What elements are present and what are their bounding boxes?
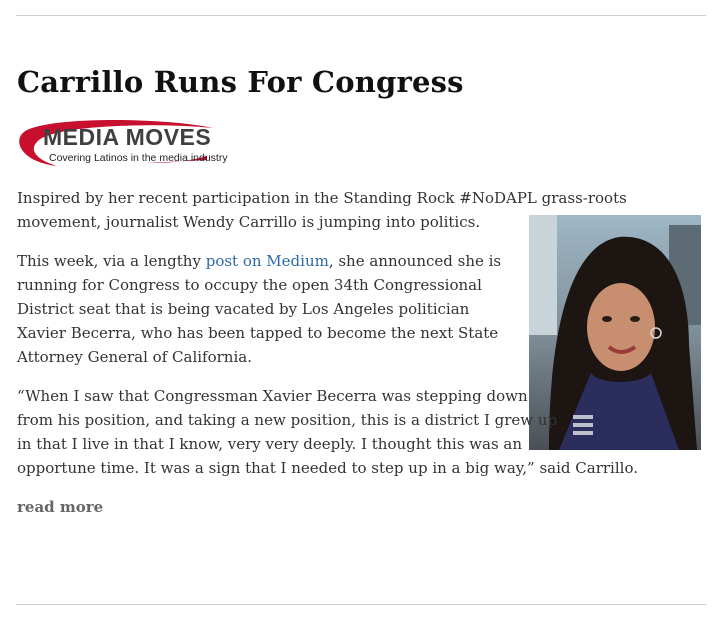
paragraph-text-after-link: , she announced she is running for Congress to occupy the open 34th Congressional District seat that is being vacated by Los Angeles politician Xavier Becerra, who has been tapped to become the next State Attorney General of California. <box>17 252 502 366</box>
bottom-divider <box>16 604 706 605</box>
read-more-link[interactable]: read more <box>17 498 104 516</box>
quote-line: “When I saw that Congressman Xavier Becerra was stepping down <box>17 387 528 405</box>
logo-wordmark: MEDIA MOVES <box>43 124 212 150</box>
media-moves-logo <box>17 116 228 170</box>
paragraph-quote <box>17 384 697 480</box>
quote-line: opportune time. It was a sign that I needed to step up in a big way,” said Carrillo. <box>17 459 638 477</box>
quote-line: from his position, and taking a new position, this is a district I grew up <box>17 411 558 429</box>
top-divider <box>16 15 706 16</box>
medium-post-link[interactable]: post on Medium <box>205 252 329 270</box>
paragraph-announcement <box>17 249 522 369</box>
article-title[interactable]: Carrillo Runs For Congress <box>17 65 464 99</box>
paragraph-text-before-link: This week, via a lengthy <box>17 252 206 270</box>
quote-line: in that I live in that I know, very very deeply. I thought this was an <box>17 435 523 453</box>
paragraph-intro: Inspired by her recent participation in the Standing Rock #NoDAPL grass-roots movement, journalist Wendy Carrillo is jumping into politics. <box>17 189 627 231</box>
logo-tagline: Covering Latinos in the media industry <box>49 152 228 164</box>
